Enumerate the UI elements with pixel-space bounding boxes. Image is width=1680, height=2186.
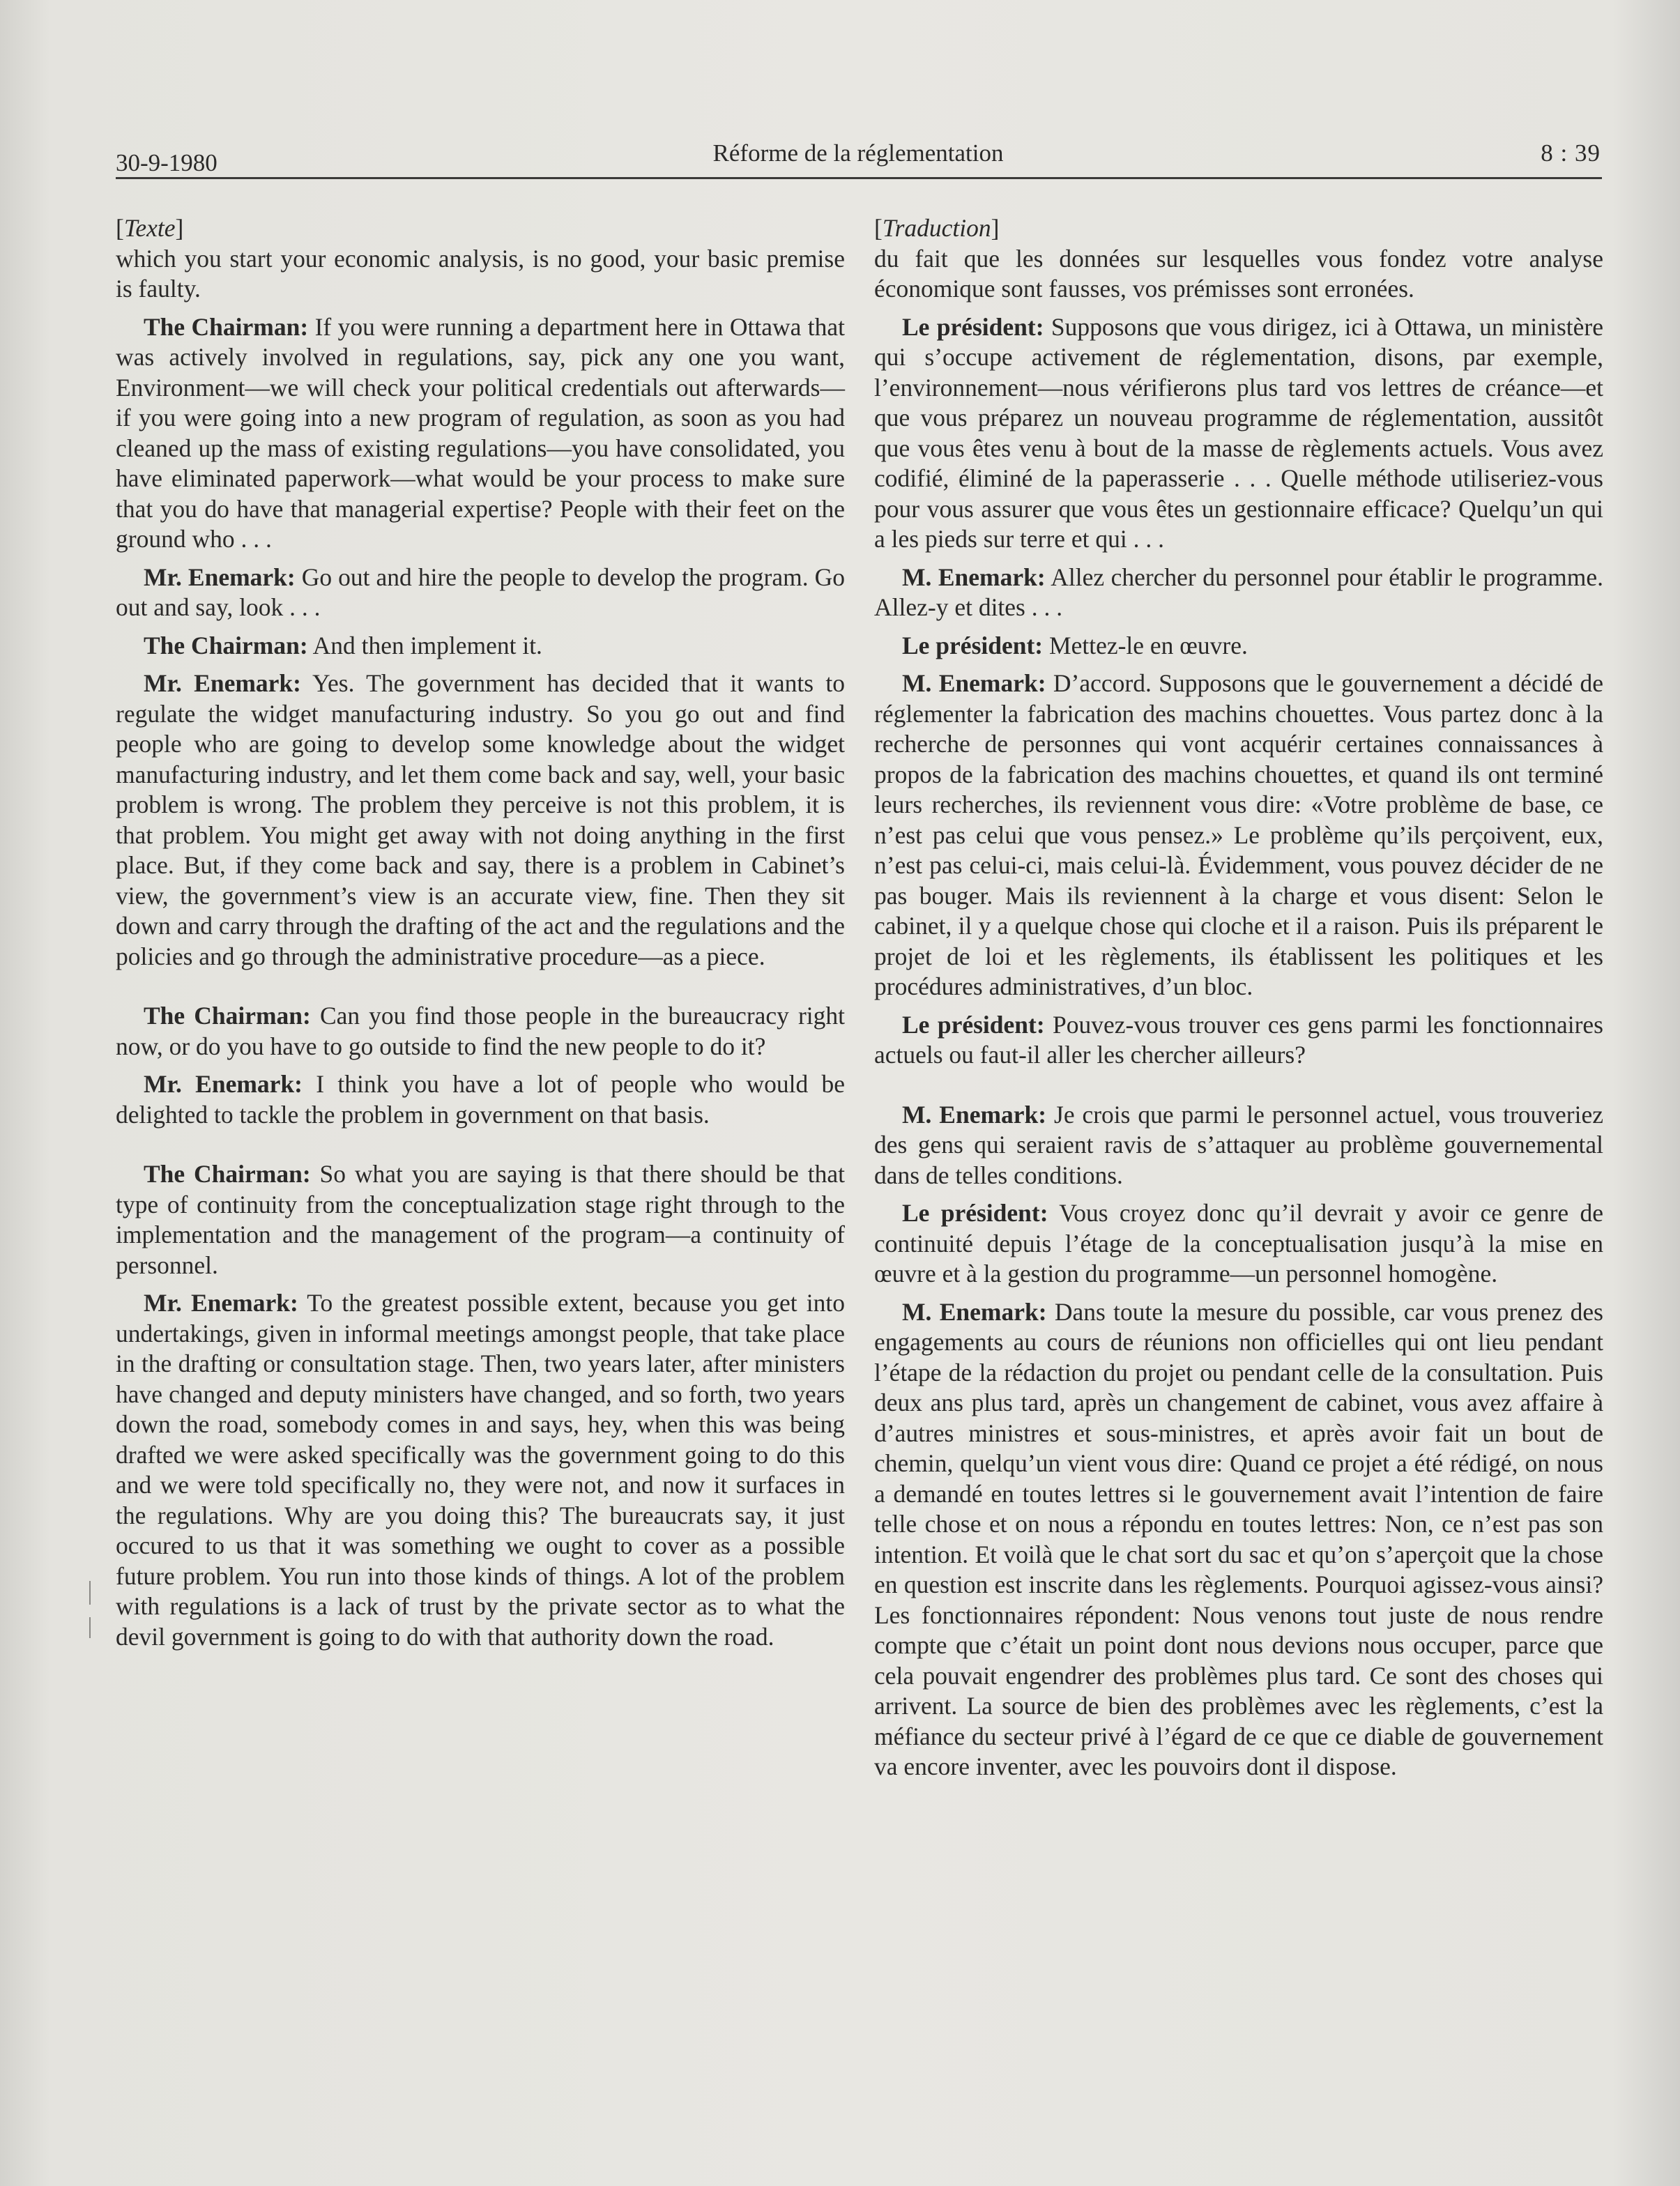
transcript-paragraph: Mr. Enemark: Go out and hire the people to develop the program. Go out and say, look . . .: [116, 563, 846, 621]
speaker-label: Le président:: [902, 1199, 1048, 1227]
speaker-label: M. Enemark:: [902, 1100, 1047, 1129]
transcript-paragraph: du fait que les données sur lesquelles vous fondez votre analyse économique sont fausses, vos prémisses sont erronées.: [874, 244, 1603, 303]
speaker-label: Le président:: [902, 631, 1044, 659]
speaker-label: Le président:: [902, 1010, 1045, 1039]
header-title: Réforme de la réglementation: [712, 139, 1004, 167]
english-column: [116, 213, 845, 1660]
header-page-number: 8 : 39: [1541, 139, 1601, 167]
speaker-label: Mr. Enemark:: [144, 669, 301, 697]
column-marker: [ Texte ]: [116, 213, 845, 244]
transcript-paragraph: Mr. Enemark: I think you have a lot of people who would be delighted to tackle the problem in government on that basis.: [116, 1070, 846, 1129]
speaker-label: Le président:: [902, 312, 1044, 341]
speaker-label: The Chairman:: [144, 312, 309, 341]
speaker-label: Mr. Enemark:: [144, 563, 296, 591]
transcript-paragraph: Le président: Vous croyez donc qu’il devrait y avoir ce genre de continuité depuis l’étage de la conceptualisation jusqu’à la mise en œuvre et à la gestion du programme—un personnel homogène.: [874, 1199, 1603, 1287]
speaker-label: M. Enemark:: [902, 669, 1046, 697]
header-date: 30-9-1980: [116, 149, 217, 176]
transcript-paragraph: which you start your economic analysis, is no good, your basic premise is faulty.: [116, 244, 845, 303]
french-column: [874, 213, 1603, 1790]
speaker-label: The Chairman:: [144, 1160, 311, 1188]
page-header: [116, 139, 1601, 178]
transcript-paragraph: Le président: Supposons que vous dirigez, ici à Ottawa, un ministère qui s’occupe activement de réglementation, disons, par exemple, l’environnement—nous vérifierons plus tard vos lettres de créance—et que vous préparez un nouveau programme de réglementation, aussitôt que vous êtes venu à bout de la masse de règlements actuels. Vous avez codifié, éliminé de la paperasserie . . . Quelle méthode utiliseriez-vous pour vous assurer que vous êtes un gestionnaire efficace? Quelqu’un qui a les pieds sur terre et qui . . .: [874, 312, 1603, 553]
speaker-label: The Chairman:: [144, 1002, 311, 1030]
transcript-paragraph: The Chairman: If you were running a department here in Ottawa that was actively involved in regulations, say, pick any one you want, Environment—we will check your political credentials out afterwards—if you were going into a new program of regulation, as soon as you had cleaned up the mass of existing regulations—you have consolidated, you have eliminated paperwork—what would be your process to make sure that you do have that managerial expertise? People with their feet on the ground who . . .: [116, 312, 846, 553]
transcript-paragraph: Le président: Mettez-le en œuvre.: [902, 631, 1248, 659]
speaker-label: The Chairman:: [144, 631, 308, 659]
column-marker: [ Traduction ]: [874, 213, 1603, 244]
speaker-label: Mr. Enemark:: [144, 1289, 298, 1317]
margin-mark: [89, 1617, 91, 1638]
transcript-paragraph: Le président: Pouvez-vous trouver ces gens parmi les fonctionnaires actuels ou faut-il aller les chercher ailleurs?: [874, 1010, 1603, 1069]
header-rule: [116, 177, 1602, 179]
speaker-label: M. Enemark:: [902, 1297, 1047, 1326]
transcript-paragraph: The Chairman: So what you are saying is that there should be that type of continuity from the conceptualization stage right through to the implementation and the management of the program—a continuity of personnel.: [116, 1160, 845, 1279]
speaker-label: M. Enemark:: [902, 563, 1046, 591]
speaker-label: Mr. Enemark:: [144, 1070, 303, 1098]
margin-mark: [89, 1581, 91, 1605]
transcript-paragraph: The Chairman: And then implement it.: [144, 631, 542, 659]
transcript-paragraph: M. Enemark: Allez chercher du personnel pour établir le programme. Allez-y et dites . . .: [874, 563, 1603, 621]
transcript-paragraph: M. Enemark: D’accord. Supposons que le gouvernement a décidé de réglementer la fabrication des machins chouettes. Vous partez donc à la recherche de personnes qui vont acquérir certaines connaissances à propos de la fabrication des machins chouettes, et quand ils ont terminé leurs recherches, ils reviennent vous dire: «Votre problème de base, ce n’est pas celui que vous pensez.» Le problème qu’ils perçoivent, eux, n’est pas celui-ci, mais celui-là. Évidemment, vous pouvez décider de ne pas bouger. Mais ils reviennent à la charge et vous disent: Selon le cabinet, il y a quelque chose qui cloche et il a raison. Puis ils préparent le projet de loi et les règlements, ils établissent les politiques et les procédures administratives, d’un bloc.: [874, 669, 1604, 1000]
transcript-paragraph: The Chairman: Can you find those people in the bureaucracy right now, or do you have to go outside to find the new people to do it?: [116, 1002, 846, 1060]
transcript-paragraph: M. Enemark: Je crois que parmi le personnel actuel, vous trouveriez des gens qui seraient ravis de s’attaquer au problème gouvernemental dans de telles conditions.: [874, 1100, 1604, 1189]
transcript-paragraph: Mr. Enemark: To the greatest possible extent, because you get into undertakings, given in informal meetings amongst people, that take place in the drafting or consultation stage. Then, two years later, after ministers have changed and deputy ministers have changed, and so forth, two years down the road, somebody comes in and says, hey, when this was being drafted we were asked specifically was the government going to do this and we were told specifically no, they were not, and now it surfaces in the regulations. Why are you doing this? The bureaucrats say, it just occured to us that it was something we ought to cover as a possible future problem. You run into those kinds of things. A lot of the problem with regulations is a lack of trust by the private sector as to what the devil government is going to do with that authority down the road.: [116, 1289, 846, 1651]
transcript-paragraph: Mr. Enemark: Yes. The government has decided that it wants to regulate the widget manufacturing industry. So you go out and find people who are going to develop some knowledge about the widget manufacturing industry, and let them come back and say, well, your basic problem is wrong. The problem they perceive is not this problem, it is that problem. You might get away with not doing anything in the first place. But, if they come back and say, there is a problem in Cabinet’s view, the government’s view is an accurate view, fine. Then they sit down and carry through the drafting of the act and the regulations and the policies and go through the administrative procedure—as a piece.: [116, 669, 845, 970]
transcript-paragraph: M. Enemark: Dans toute la mesure du possible, car vous prenez des engagements au cours de réunions non officielles qui ont lieu pendant l’étape de la rédaction du projet ou pendant celle de la consultation. Puis deux ans plus tard, après un changement de cabinet, vous avez affaire à d’autres ministres et sous-ministres, et après avoir fait un bout de chemin, quelqu’un vient vous dire: Quand ce projet a été rédigé, on nous a demandé en toutes lettres si le gouvernement avait l’intention de faire telle chose et on nous a répondu en toutes lettres: Non, ce n’est pas son intention. Et voilà que le chat sort du sac et qu’on s’aperçoit que la chose en question est inscrite dans les règlements. Pourquoi agissez-vous ainsi? Les fonctionnaires répondent: Nous venons tout juste de nous rendre compte que c’était un point dont nous devions nous occuper, parce que cela pouvait engendrer des problèmes plus tard. Ce sont des choses qui arrivent. La source de bien des problèmes avec les règlements, c’est la méfiance du secteur privé à l’égard de ce que ce diable de gouvernement va encore inventer, avec les pouvoirs dont il dispose.: [874, 1297, 1603, 1780]
